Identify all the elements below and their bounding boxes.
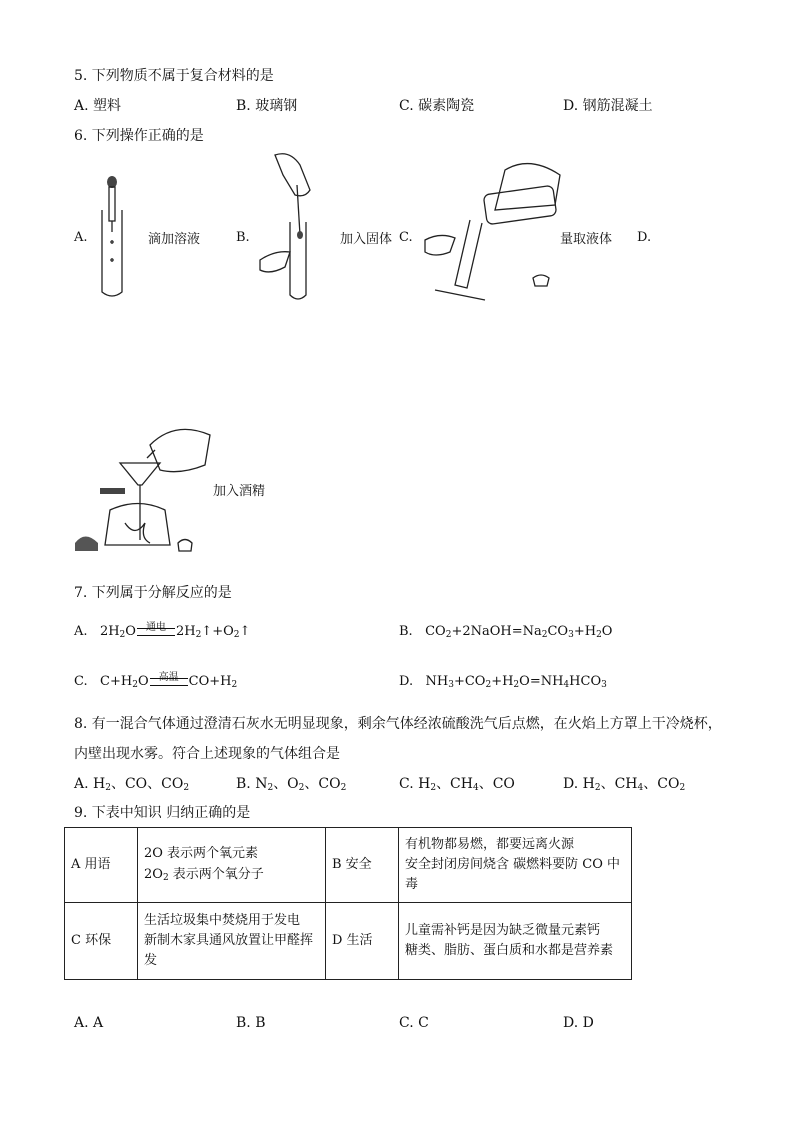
q6-option-b-letter: B. — [236, 230, 250, 245]
q6-option-a-caption: 滴加溶液 — [148, 232, 201, 247]
q9-stem: 9. 下表中知识 归纳正确的是 — [74, 805, 251, 821]
dropper-testtube-illustration — [92, 170, 132, 300]
q8-option-c: C. $H_2$、$CH_4$、CO — [399, 776, 515, 793]
table-row — [65, 903, 632, 980]
table-cell-d-head: D 生活 — [326, 903, 399, 980]
table-cell-d-content: 儿童需补钙是因为缺乏微量元素钙 糖类、脂肪、蛋白质和水都是营养素 — [399, 903, 632, 980]
q8-stem-line1: 8. 有一混合气体通过澄清石灰水无明显现象，剩余气体经浓硫酸洗气后点燃，在火焰上方罩上干冷烧杯， — [74, 716, 722, 732]
graduated-cylinder-pouring-illustration — [415, 160, 565, 305]
q6-stem: 6. 下列操作正确的是 — [74, 128, 204, 144]
q7-option-a: A. $2H_2O$ 通电 $2H_2↑+O_2↑$ — [74, 621, 251, 640]
reaction-condition-sign: 通电 — [137, 628, 175, 636]
table-cell-c-head: C 环保 — [65, 903, 138, 980]
table-cell-c-content: 生活垃圾集中焚烧用于发电 新制木家具通风放置让甲醛挥发 — [138, 903, 326, 980]
q9-option-d: D. D — [563, 1015, 594, 1031]
q8-option-a: A. $H_2$、CO、$CO_2$ — [74, 776, 190, 793]
q7-option-d: D. $NH_3+CO_2+H_2O=NH_4HCO_3$ — [399, 674, 607, 690]
q9-option-c: C. C — [399, 1015, 429, 1031]
reaction-condition-sign: 高温 — [150, 678, 188, 686]
table-row — [65, 828, 632, 903]
q6-option-d-letter: D. — [637, 230, 652, 245]
q5-option-b: B. 玻璃钢 — [236, 98, 298, 114]
q9-option-b: B. B — [236, 1015, 266, 1031]
q7-option-b: B. $CO_2+2NaOH=Na_2CO_3+H_2O$ — [399, 624, 613, 640]
table-cell-a-content: 2O 表示两个氧元素 $2O_2$ 表示两个氧分子 — [138, 828, 326, 903]
q7-option-c: C. $C+H_2O$ 高温 $CO+H_2$ — [74, 671, 238, 690]
q9-option-a: A. A — [74, 1015, 104, 1031]
q6-option-d-caption: 加入酒精 — [213, 484, 266, 499]
table-cell-a-head: A 用语 — [65, 828, 138, 903]
table-cell-b-content: 有机物都易燃，都要远离火源 安全封闭房间烧含 碳燃料要防 CO 中毒 — [399, 828, 632, 903]
knowledge-table — [64, 827, 632, 980]
q5-option-c: C. 碳素陶瓷 — [399, 98, 475, 114]
q5-stem: 5. 下列物质不属于复合材料的是 — [74, 68, 274, 84]
q6-option-c-letter: C. — [399, 230, 413, 245]
q5-option-d: D. 钢筋混凝土 — [563, 98, 653, 114]
q6-option-c-caption: 量取液体 — [560, 232, 613, 247]
q6-option-a-letter: A. — [74, 230, 88, 245]
q5-option-a: A. 塑料 — [74, 98, 122, 114]
q8-option-d: D. $H_2$、$CH_4$、$CO_2$ — [563, 776, 686, 793]
q7-stem: 7. 下列属于分解反应的是 — [74, 585, 232, 601]
q6-option-b-caption: 加入固体 — [340, 232, 393, 247]
q8-stem-line2: 内壁出现水雾。符合上述现象的气体组合是 — [74, 746, 340, 762]
alcohol-lamp-funnel-illustration — [70, 415, 215, 555]
table-cell-b-head: B 安全 — [326, 828, 399, 903]
hand-solid-testtube-illustration — [255, 150, 340, 305]
q8-option-b: B. $N_2$、$O_2$、$CO_2$ — [236, 776, 347, 793]
